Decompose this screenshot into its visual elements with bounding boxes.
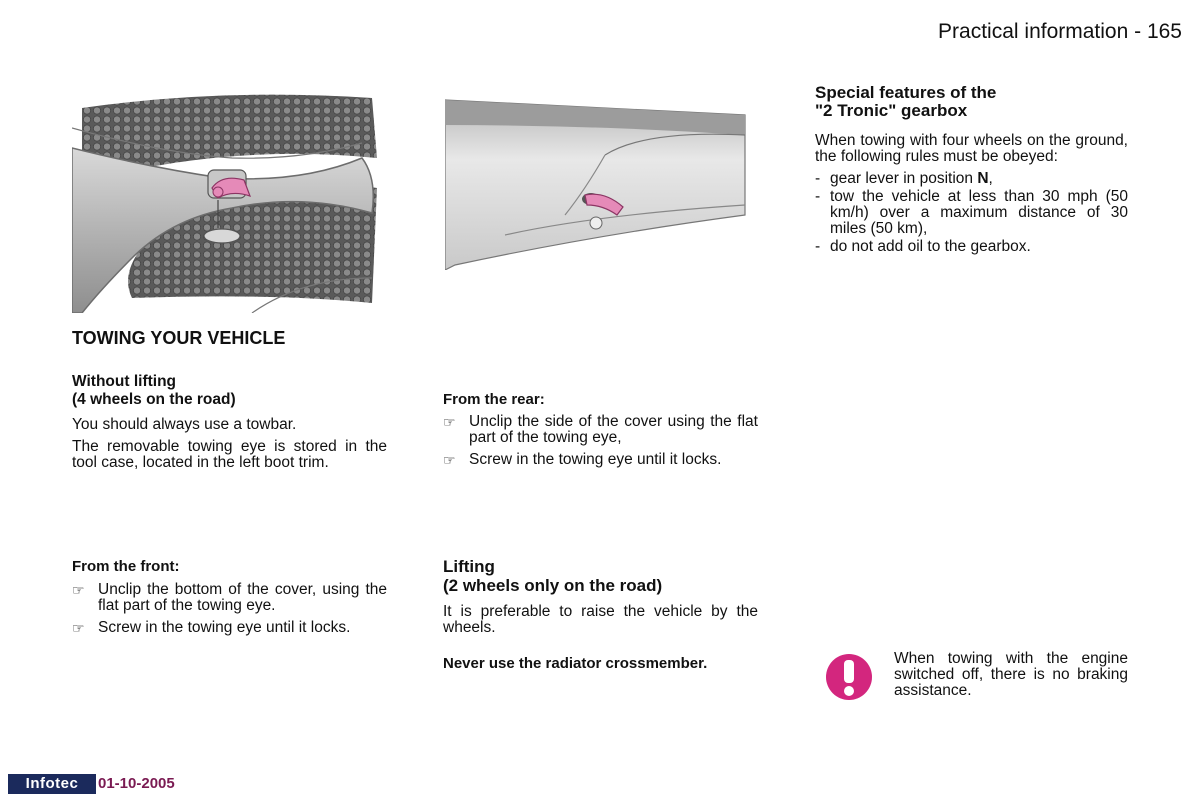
towing-eye-paragraph: The removable towing eye is stored in the tool case, located in the left boot trim. <box>72 438 387 471</box>
lifting-heading <box>443 557 758 595</box>
from-front-block <box>72 558 387 636</box>
rule-1-text: gear lever in position <box>830 170 978 187</box>
lifting-block <box>443 557 758 672</box>
lifting-paragraph: It is preferable to raise the vehicle by the wheels. <box>443 603 758 636</box>
gearbox-intro: When towing with four wheels on the ground, the following rules must be obeyed: <box>815 132 1128 165</box>
rear-step-1: Unclip the side of the cover using the flat part of the towing eye, <box>469 413 758 446</box>
gearbox-heading-line2: "2 Tronic" gearbox <box>815 101 968 120</box>
without-lifting-block <box>72 373 387 471</box>
hand-pointer-icon: ☞ <box>72 582 85 598</box>
list-item <box>443 414 758 446</box>
dash-marker: - <box>815 188 821 205</box>
hand-pointer-icon: ☞ <box>72 620 85 636</box>
lifting-heading-line1: Lifting <box>443 557 495 576</box>
front-step-1: Unclip the bottom of the cover, using the flat part of the towing eye. <box>98 581 387 614</box>
print-date: 01-10-2005 <box>98 775 175 792</box>
page-title: Practical information - 165 <box>938 20 1182 43</box>
dash-marker: - <box>815 170 821 187</box>
without-lifting-heading-line2: (4 wheels on the road) <box>72 391 236 408</box>
exclamation-warning-icon <box>825 652 873 707</box>
gearbox-rule-1 <box>830 171 1128 187</box>
towing-section-title: TOWING YOUR VEHICLE <box>72 328 286 348</box>
gearbox-heading <box>815 84 1128 120</box>
list-item <box>72 582 387 614</box>
rear-step-2: Screw in the towing eye until it locks. <box>469 451 722 468</box>
gearbox-rule-3: do not add oil to the gearbox. <box>830 238 1031 255</box>
front-step-2: Screw in the towing eye until it locks. <box>98 619 351 636</box>
rule-1-suffix: , <box>988 170 993 187</box>
from-rear-block <box>443 391 758 468</box>
dash-marker: - <box>815 238 821 255</box>
list-item <box>443 452 758 468</box>
list-item <box>815 189 1128 237</box>
list-item <box>72 620 387 636</box>
hand-pointer-icon: ☞ <box>443 414 456 430</box>
radiator-warning: Never use the radiator crossmember. <box>443 655 708 672</box>
front-bumper-illustration <box>72 88 387 313</box>
gearbox-rule-2: tow the vehicle at less than 30 mph (50 km/h) over a maximum distance of 30 miles (50 km), <box>830 188 1128 237</box>
hand-pointer-icon: ☞ <box>443 452 456 468</box>
from-rear-heading: From the rear: <box>443 391 545 408</box>
braking-notice: When towing with the engine switched off, there is no braking assistance. <box>894 650 1128 699</box>
gearbox-heading-line1: Special features of the <box>815 83 997 102</box>
gear-position: N <box>977 170 989 187</box>
without-lifting-heading <box>72 373 387 409</box>
rear-bumper-illustration <box>445 95 750 270</box>
infotec-logo: Infotec <box>8 774 96 794</box>
list-item <box>815 171 1128 187</box>
gearbox-block <box>815 84 1128 255</box>
list-item <box>815 239 1128 255</box>
towbar-paragraph: You should always use a towbar. <box>72 416 297 433</box>
without-lifting-heading-line1: Without lifting <box>72 373 177 390</box>
lifting-heading-line2: (2 wheels only on the road) <box>443 576 663 595</box>
from-front-heading: From the front: <box>72 558 180 575</box>
